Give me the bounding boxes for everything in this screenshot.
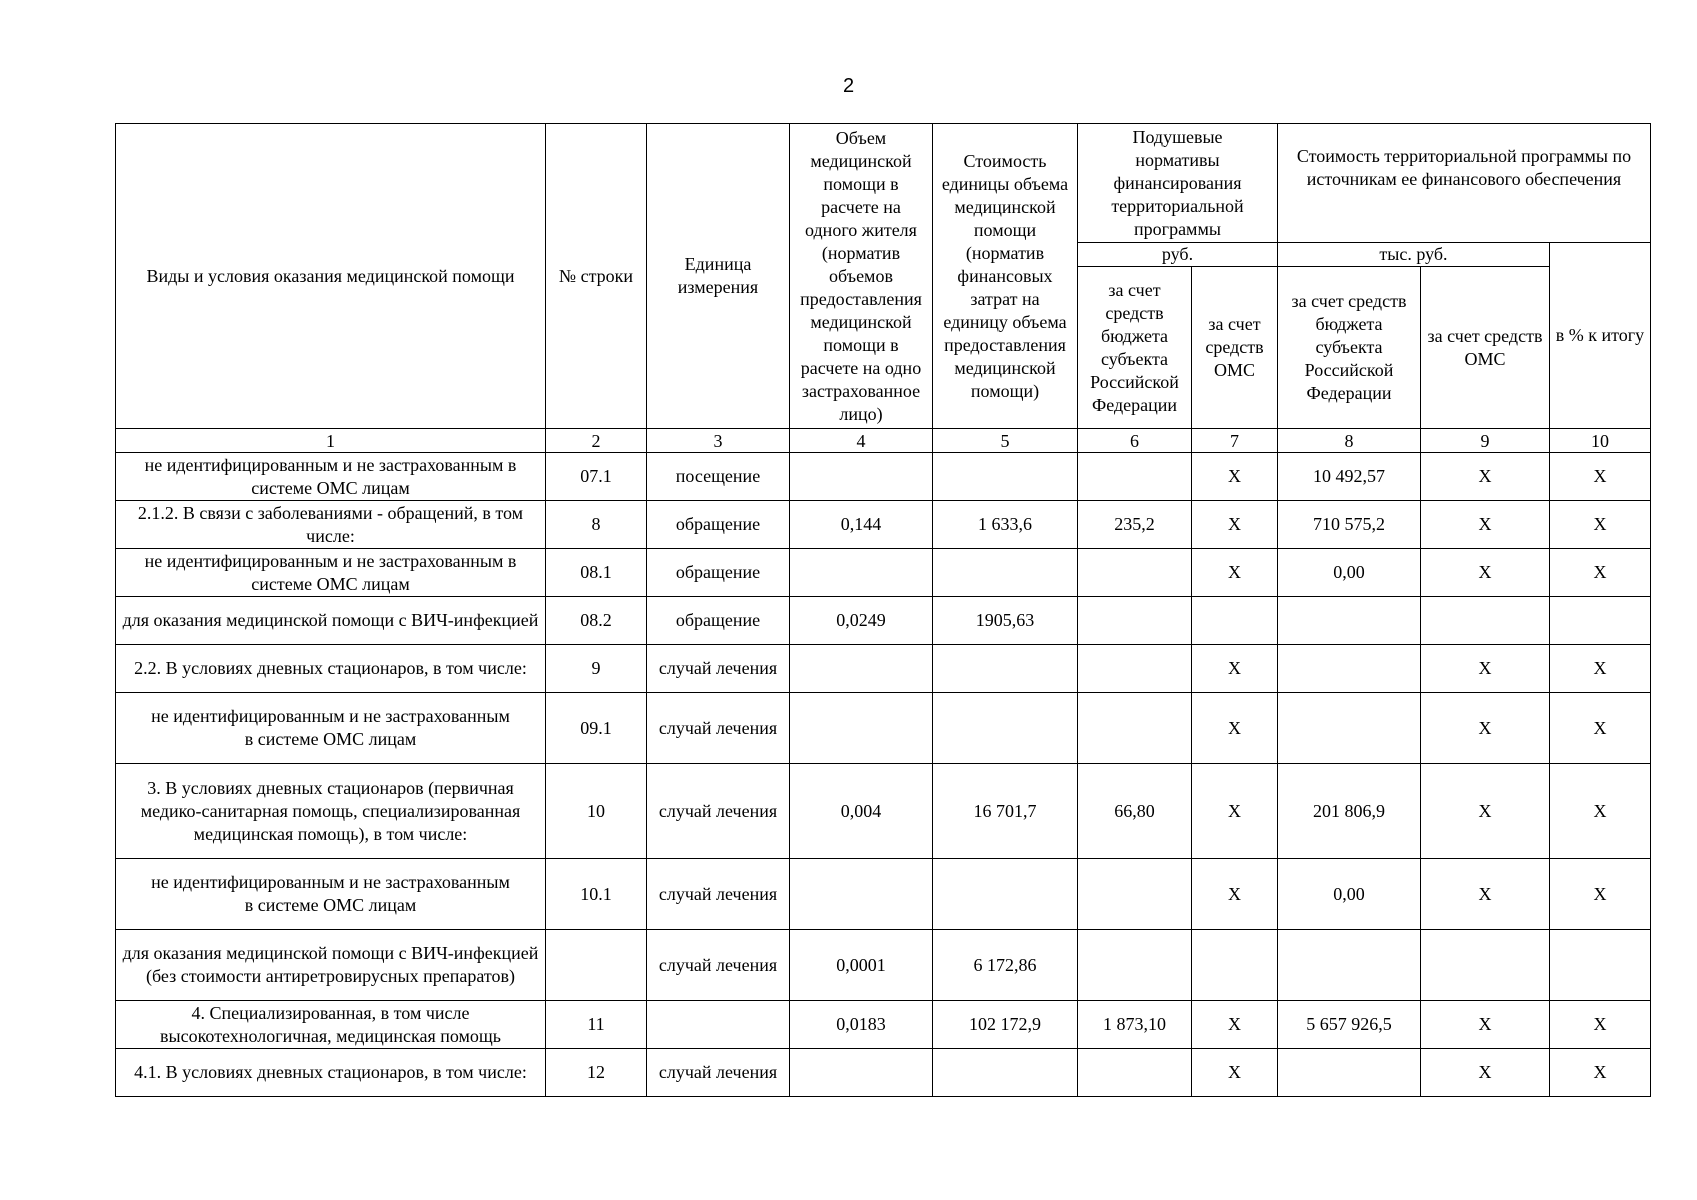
header-unit-rub: руб. [1078, 243, 1278, 267]
row-per-capita-oms: X [1192, 549, 1278, 597]
row-cost-oms: X [1421, 1001, 1550, 1049]
row-percent-total [1550, 597, 1651, 645]
column-number: 3 [647, 429, 790, 453]
row-cost-oms: X [1421, 549, 1550, 597]
row-volume: 0,0249 [790, 597, 933, 645]
row-percent-total: X [1550, 764, 1651, 859]
row-number: 08.2 [546, 597, 647, 645]
table-row [116, 859, 1651, 930]
row-number: 10 [546, 764, 647, 859]
row-volume [790, 693, 933, 764]
row-unit: случай лечения [647, 693, 790, 764]
row-care-type: 3. В условиях дневных стационаров (первичная медико-санитарная помощь, специализированная медицинская помощь), в том числе: [116, 764, 546, 859]
table-row [116, 930, 1651, 1001]
row-unit-cost: 102 172,9 [933, 1001, 1078, 1049]
table-row [116, 453, 1651, 501]
row-cost-oms: X [1421, 645, 1550, 693]
row-percent-total: X [1550, 1001, 1651, 1049]
row-cost-oms: X [1421, 859, 1550, 930]
row-unit: обращение [647, 549, 790, 597]
row-unit-cost [933, 549, 1078, 597]
row-per-capita-budget [1078, 693, 1192, 764]
row-volume [790, 645, 933, 693]
column-number: 4 [790, 429, 933, 453]
row-unit: обращение [647, 597, 790, 645]
column-number: 9 [1421, 429, 1550, 453]
program-cost-table [115, 123, 1651, 1097]
table-row [116, 549, 1651, 597]
row-unit-cost [933, 693, 1078, 764]
row-cost-budget [1278, 645, 1421, 693]
row-care-type: для оказания медицинской помощи с ВИЧ-инфекцией [116, 597, 546, 645]
row-percent-total: X [1550, 859, 1651, 930]
row-unit [647, 1001, 790, 1049]
row-cost-oms [1421, 930, 1550, 1001]
row-unit: посещение [647, 453, 790, 501]
row-cost-budget [1278, 1049, 1421, 1097]
row-per-capita-budget: 1 873,10 [1078, 1001, 1192, 1049]
row-cost-oms [1421, 597, 1550, 645]
row-number: 9 [546, 645, 647, 693]
row-per-capita-budget [1078, 645, 1192, 693]
row-number: 12 [546, 1049, 647, 1097]
table-row [116, 645, 1651, 693]
row-care-type: 2.2. В условиях дневных стационаров, в том числе: [116, 645, 546, 693]
row-number: 10.1 [546, 859, 647, 930]
row-care-type: не идентифицированным и не застрахованным в системе ОМС лицам [116, 859, 546, 930]
row-per-capita-budget: 66,80 [1078, 764, 1192, 859]
row-volume: 0,0001 [790, 930, 933, 1001]
row-volume: 0,0183 [790, 1001, 933, 1049]
row-percent-total: X [1550, 549, 1651, 597]
row-volume [790, 859, 933, 930]
row-per-capita-oms: X [1192, 859, 1278, 930]
row-per-capita-oms: X [1192, 453, 1278, 501]
table-row [116, 501, 1651, 549]
table-row [116, 1049, 1651, 1097]
row-cost-budget: 0,00 [1278, 549, 1421, 597]
column-number: 1 [116, 429, 546, 453]
row-volume: 0,004 [790, 764, 933, 859]
column-number: 6 [1078, 429, 1192, 453]
row-unit: случай лечения [647, 1049, 790, 1097]
row-cost-oms: X [1421, 1049, 1550, 1097]
row-cost-budget: 10 492,57 [1278, 453, 1421, 501]
row-number: 07.1 [546, 453, 647, 501]
row-percent-total: X [1550, 693, 1651, 764]
header-per-capita-group: Подушевые нормативы финансирования территориальной программы [1078, 124, 1278, 243]
row-cost-oms: X [1421, 693, 1550, 764]
row-unit-cost [933, 1049, 1078, 1097]
row-cost-budget: 201 806,9 [1278, 764, 1421, 859]
row-per-capita-oms [1192, 597, 1278, 645]
row-unit-cost [933, 859, 1078, 930]
row-cost-oms: X [1421, 501, 1550, 549]
row-per-capita-budget [1078, 859, 1192, 930]
header-care-type: Виды и условия оказания медицинской помощи [116, 124, 546, 429]
row-percent-total: X [1550, 501, 1651, 549]
header-row-number: № строки [546, 124, 647, 429]
header-per-capita-budget: за счет средств бюджета субъекта Российской Федерации [1078, 267, 1192, 429]
row-number: 8 [546, 501, 647, 549]
row-unit-cost: 1905,63 [933, 597, 1078, 645]
row-cost-budget: 710 575,2 [1278, 501, 1421, 549]
row-number: 09.1 [546, 693, 647, 764]
row-percent-total: X [1550, 645, 1651, 693]
row-cost-oms: X [1421, 453, 1550, 501]
row-per-capita-oms: X [1192, 645, 1278, 693]
row-per-capita-oms: X [1192, 501, 1278, 549]
row-number: 11 [546, 1001, 647, 1049]
row-unit-cost: 16 701,7 [933, 764, 1078, 859]
row-per-capita-budget [1078, 1049, 1192, 1097]
row-unit: обращение [647, 501, 790, 549]
column-number-row [116, 429, 1651, 453]
row-care-type: для оказания медицинской помощи с ВИЧ-инфекцией (без стоимости антиретровирусных препаратов) [116, 930, 546, 1001]
row-unit-cost: 1 633,6 [933, 501, 1078, 549]
row-care-type: не идентифицированным и не застрахованным в системе ОМС лицам [116, 693, 546, 764]
row-per-capita-oms [1192, 930, 1278, 1001]
column-number: 7 [1192, 429, 1278, 453]
header-unit-thousand-rub: тыс. руб. [1278, 243, 1550, 267]
row-care-type: 2.1.2. В связи с заболеваниями - обращений, в том числе: [116, 501, 546, 549]
header-percent-total: в % к итогу [1550, 243, 1651, 429]
row-volume [790, 453, 933, 501]
row-per-capita-oms: X [1192, 764, 1278, 859]
header-per-capita-oms: за счет средств ОМС [1192, 267, 1278, 429]
row-per-capita-budget [1078, 453, 1192, 501]
header-unit: Единица измерения [647, 124, 790, 429]
row-number: 08.1 [546, 549, 647, 597]
row-cost-budget: 5 657 926,5 [1278, 1001, 1421, 1049]
row-volume [790, 549, 933, 597]
row-per-capita-budget [1078, 549, 1192, 597]
page-number: 2 [842, 75, 855, 97]
row-care-type: 4.1. В условиях дневных стационаров, в том числе: [116, 1049, 546, 1097]
table-row [116, 1001, 1651, 1049]
row-cost-budget [1278, 597, 1421, 645]
header-cost-oms: за счет средств ОМС [1421, 267, 1550, 429]
table-row [116, 693, 1651, 764]
row-unit: случай лечения [647, 645, 790, 693]
row-cost-budget: 0,00 [1278, 859, 1421, 930]
row-care-type: не идентифицированным и не застрахованным в системе ОМС лицам [116, 453, 546, 501]
row-percent-total [1550, 930, 1651, 1001]
row-cost-oms: X [1421, 764, 1550, 859]
row-number [546, 930, 647, 1001]
row-cost-budget [1278, 693, 1421, 764]
row-percent-total: X [1550, 453, 1651, 501]
row-per-capita-budget [1078, 930, 1192, 1001]
row-per-capita-budget [1078, 597, 1192, 645]
column-number: 5 [933, 429, 1078, 453]
row-cost-budget [1278, 930, 1421, 1001]
row-per-capita-oms: X [1192, 693, 1278, 764]
row-volume: 0,144 [790, 501, 933, 549]
row-per-capita-oms: X [1192, 1049, 1278, 1097]
row-unit: случай лечения [647, 859, 790, 930]
column-number: 2 [546, 429, 647, 453]
row-care-type: 4. Специализированная, в том числе высокотехнологичная, медицинская помощь [116, 1001, 546, 1049]
row-unit-cost [933, 645, 1078, 693]
header-program-cost-group: Стоимость территориальной программы по источникам ее финансового обеспечения [1278, 124, 1651, 243]
column-number: 8 [1278, 429, 1421, 453]
row-percent-total: X [1550, 1049, 1651, 1097]
header-cost-budget: за счет средств бюджета субъекта Российской Федерации [1278, 267, 1421, 429]
row-unit: случай лечения [647, 930, 790, 1001]
table-row [116, 764, 1651, 859]
header-unit-cost: Стоимость единицы объема медицинской помощи (норматив финансовых затрат на единицу объема предоставления медицинской помощи) [933, 124, 1078, 429]
row-unit-cost: 6 172,86 [933, 930, 1078, 1001]
column-number: 10 [1550, 429, 1651, 453]
row-unit-cost [933, 453, 1078, 501]
row-per-capita-budget: 235,2 [1078, 501, 1192, 549]
row-care-type: не идентифицированным и не застрахованным в системе ОМС лицам [116, 549, 546, 597]
header-volume: Объем медицинской помощи в расчете на одного жителя (норматив объемов предоставления медицинской помощи в расчете на одно застрахованное лицо) [790, 124, 933, 429]
row-per-capita-oms: X [1192, 1001, 1278, 1049]
row-volume [790, 1049, 933, 1097]
row-unit: случай лечения [647, 764, 790, 859]
table-row [116, 597, 1651, 645]
